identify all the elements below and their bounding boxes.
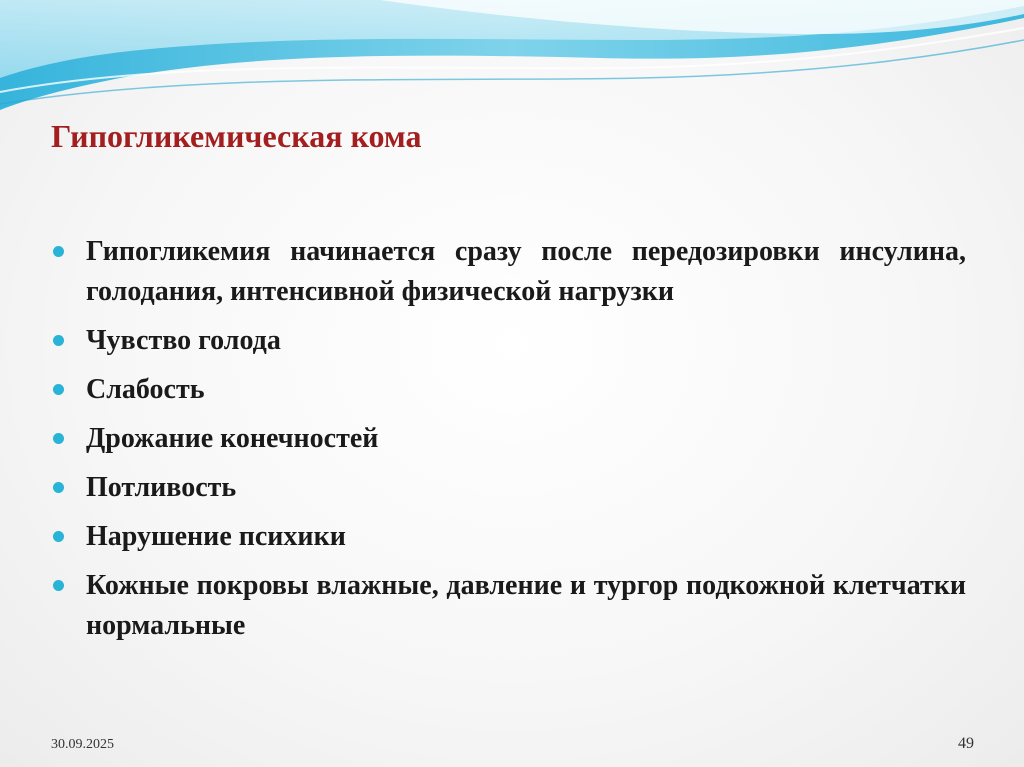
bullet-dot-icon	[53, 246, 64, 257]
bullet-item	[50, 517, 966, 557]
slide-title: Гипогликемическая кома	[51, 118, 422, 154]
bullet-item	[50, 232, 966, 312]
bullet-text: Чувство голода	[86, 325, 281, 356]
bullet-dot-icon	[53, 335, 64, 346]
bullet-item	[50, 419, 966, 459]
bullet-item	[50, 566, 966, 646]
footer-date: 30.09.2025	[51, 737, 114, 752]
bullet-dot-icon	[53, 482, 64, 493]
bullet-text: Дрожание конечностей	[86, 423, 379, 454]
bullet-dot-icon	[53, 384, 64, 395]
decorative-wave-header	[0, 0, 1024, 130]
bullet-dot-icon	[53, 433, 64, 444]
bullet-text: Кожные покровы влажные, давление и тургор подкожной клетчатки нормальные	[86, 570, 966, 641]
bullet-item	[50, 468, 966, 508]
bullet-list	[50, 232, 966, 655]
bullet-item	[50, 321, 966, 361]
footer-page-number: 49	[958, 735, 974, 752]
bullet-text: Слабость	[86, 374, 205, 405]
bullet-text: Гипогликемия начинается сразу после передозировки инсулина, голодания, интенсивной физической нагрузки	[86, 236, 966, 307]
bullet-item	[50, 370, 966, 410]
bullet-dot-icon	[53, 580, 64, 591]
bullet-text: Нарушение психики	[86, 521, 346, 552]
bullet-text: Потливость	[86, 472, 237, 503]
bullet-dot-icon	[53, 531, 64, 542]
